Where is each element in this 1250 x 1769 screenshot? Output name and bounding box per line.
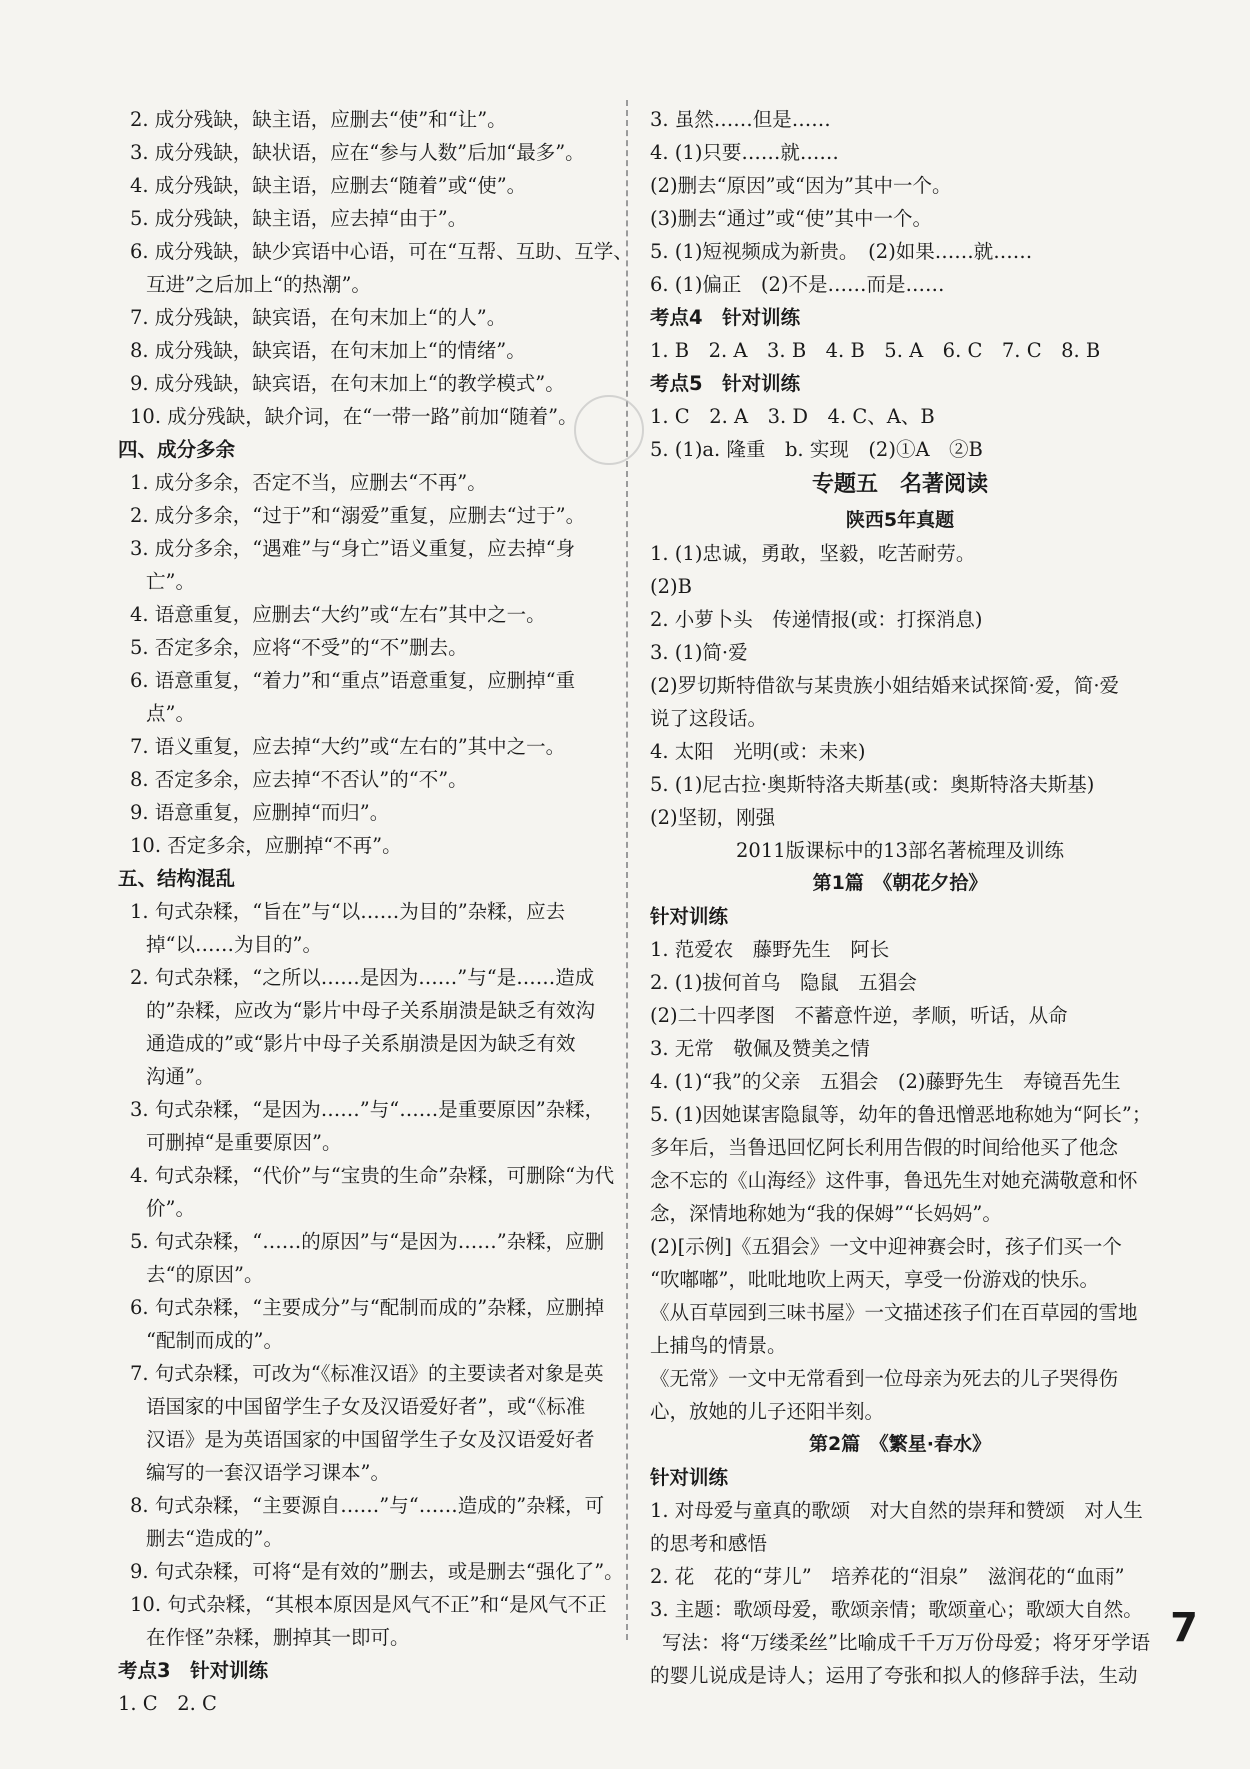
text-line: 3. 虽然……但是…… [650,108,831,131]
text-line: “配制而成的”。 [146,1329,283,1352]
text-line: 5. 成分残缺，缺主语，应去掉“由于”。 [130,207,468,230]
text-line: 念，深情地称她为“我的保姆”“长妈妈”。 [650,1202,1002,1225]
column-divider [626,100,628,1640]
page-number: 7 [1170,1605,1198,1651]
text-line: 3. 句式杂糅，“是因为……”与“……是重要原因”杂糅， [130,1098,605,1121]
text-line: (3)删去“通过”或“使”其中一个。 [650,207,932,230]
text-line: 1. (1)忠诚，勇敢，坚毅，吃苦耐劳。 [650,542,976,565]
text-line: (2)坚韧，刚强 [650,806,776,829]
text-line: 通造成的”或“影片中母子关系崩溃是因为缺乏有效 [146,1032,576,1055]
text-line: 2011版课标中的13部名著梳理及训练 [736,839,1064,862]
section-heading: 四、成分多余 [118,438,236,461]
text-line: (2)[示例]《五猖会》一文中迎神赛会时，孩子们买一个 [650,1235,1122,1258]
text-line: 心，放她的儿子还阳半刻。 [650,1400,885,1423]
text-line: 1. 句式杂糅，“旨在”与“以……为目的”杂糅，应去 [130,900,566,923]
text-line: 4. 太阳 光明(或：未来) [650,740,866,763]
text-line: 点”。 [146,702,195,725]
text-line: 5. 否定多余，应将“不受”的“不”删去。 [130,636,468,659]
text-line: 7. 句式杂糅，可改为“《标准汉语》的主要读者对象是英 [130,1362,604,1385]
text-line: “吹嘟嘟”，吡吡地吹上两天，享受一份游戏的快乐。 [650,1268,1099,1291]
section-heading: 针对训练 [650,1466,729,1489]
section-heading: 五、结构混乱 [118,867,236,890]
text-line: 1. C 2. C [118,1692,217,1715]
section-heading: 考点3 针对训练 [118,1659,269,1682]
text-line: 去“的原因”。 [146,1263,264,1286]
text-line: 4. 成分残缺，缺主语，应删去“随着”或“使”。 [130,174,527,197]
text-line: 2. 小萝卜头 传递情报(或：打探消息) [650,608,983,631]
text-line: 10. 否定多余，应删掉“不再”。 [130,834,402,857]
text-line: 的”杂糅，应改为“影片中母子关系崩溃是缺乏有效沟 [146,999,595,1022]
text-line: 《从百草园到三味书屋》一文描述孩子们在百草园的雪地 [650,1301,1138,1324]
text-line: 7. 成分残缺，缺宾语，在句末加上“的人”。 [130,306,507,329]
section-heading: 针对训练 [650,905,729,928]
text-line: 2. (1)拔何首乌 隐鼠 五猖会 [650,971,917,994]
text-line: (2)删去“原因”或“因为”其中一个。 [650,174,952,197]
text-line: 3. 无常 敬佩及赞美之情 [650,1037,870,1060]
text-line: 多年后，当鲁迅回忆阿长利用告假的时间给他买了他念 [650,1136,1119,1159]
text-line: 5. (1)a. 隆重 b. 实现 (2)①A ②B [650,438,983,461]
text-line: 2. 成分残缺，缺主语，应删去“使”和“让”。 [130,108,507,131]
text-line: 6. 句式杂糅，“主要成分”与“配制而成的”杂糅，应删掉 [130,1296,605,1319]
text-line: 1. 对母爱与童真的歌颂 对大自然的崇拜和赞颂 对人生 [650,1499,1143,1522]
text-line: 3. 成分残缺，缺状语，应在“参与人数”后加“最多”。 [130,141,585,164]
text-line: 在作怪”杂糅，删掉其一即可。 [146,1626,410,1649]
text-line: 写法：将“万缕柔丝”比喻成千千万万份母爱；将牙牙学语 [662,1631,1150,1654]
text-line: 8. 成分残缺，缺宾语，在句末加上“的情绪”。 [130,339,526,362]
text-line: (2)罗切斯特借欲与某贵族小姐结婚来试探简·爱，简·爱 [650,674,1120,697]
text-line: 3. (1)简·爱 [650,641,748,664]
text-line: 删去“造成的”。 [146,1527,283,1550]
text-line: 6. 成分残缺，缺少宾语中心语，可在“互帮、互助、互学、 [130,240,633,263]
text-line: 8. 句式杂糅，“主要源自……”与“……造成的”杂糅，可 [130,1494,605,1517]
text-line: 9. 成分残缺，缺宾语，在句末加上“的教学模式”。 [130,372,565,395]
text-line: 9. 语意重复，应删掉“而归”。 [130,801,390,824]
text-line: 7. 语义重复，应去掉“大约”或“左右的”其中之一。 [130,735,566,758]
text-line: 6. 语意重复，“着力”和“重点”语意重复，应删掉“重 [130,669,576,692]
section-heading: 第2篇 《繁星·春水》 [809,1433,991,1455]
text-line: (2)B [650,575,692,598]
text-line: 3. 主题：歌颂母爱，歌颂亲情；歌颂童心；歌颂大自然。 [650,1598,1143,1621]
text-line: 语国家的中国留学生子女及汉语爱好者”，或“《标准 [146,1395,586,1418]
text-line: 8. 否定多余，应去掉“不否认”的“不”。 [130,768,468,791]
section-heading: 第1篇 《朝花夕拾》 [812,872,988,894]
text-line: 1. 成分多余，否定不当，应删去“不再”。 [130,471,487,494]
text-line: 上捕鸟的情景。 [650,1334,787,1357]
text-line: 2. 成分多余，“过于”和“溺爱”重复，应删去“过于”。 [130,504,586,527]
text-line: 互进”之后加上“的热潮”。 [146,273,371,296]
text-line: 可删掉“是重要原因”。 [146,1131,342,1154]
text-line: 汉语》是为英语国家的中国留学生子女及汉语爱好者 [146,1428,595,1451]
text-line: 念不忘的《山海经》这件事，鲁迅先生对她充满敬意和怀 [650,1169,1138,1192]
section-heading: 陕西5年真题 [845,509,955,531]
text-line: 1. C 2. A 3. D 4. C、A、B [650,405,935,428]
text-line: 1. 范爱农 藤野先生 阿长 [650,938,890,961]
text-line: 2. 花 花的“芽儿” 培养花的“泪泉” 滋润花的“血雨” [650,1565,1125,1588]
text-line: 掉“以……为目的”。 [146,933,322,956]
text-line: 的婴儿说成是诗人；运用了夸张和拟人的修辞手法，生动 [650,1664,1138,1687]
text-line: 3. 成分多余，“遇难”与“身亡”语义重复，应去掉“身 [130,537,576,560]
text-line: 《无常》一文中无常看到一位母亲为死去的儿子哭得伤 [650,1367,1119,1390]
text-line: 10. 成分残缺，缺介词，在“一带一路”前加“随着”。 [130,405,578,428]
text-line: 2. 句式杂糅，“之所以……是因为……”与“是……造成 [130,966,595,989]
text-line: 1. B 2. A 3. B 4. B 5. A 6. C 7. C 8. B [650,339,1101,362]
text-line: 编写的一套汉语学习课本”。 [146,1461,390,1484]
section-heading: 考点5 针对训练 [650,372,801,395]
text-line: 的思考和感悟 [650,1532,768,1555]
text-line: 价”。 [146,1197,195,1220]
text-line: 4. (1)只要……就…… [650,141,839,164]
text-line: 5. (1)尼古拉·奥斯特洛夫斯基(或：奥斯特洛夫斯基) [650,773,1095,796]
text-line: 5. (1)因她谋害隐鼠等，幼年的鲁迅憎恶地称她为“阿长”； [650,1103,1152,1126]
text-line: 5. (1)短视频成为新贵。 (2)如果……就…… [650,240,1033,263]
right-column [650,103,1150,1692]
text-line: 4. (1)“我”的父亲 五猖会 (2)藤野先生 寿镜吾先生 [650,1070,1121,1093]
section-heading: 考点4 针对训练 [650,306,801,329]
text-line: 10. 句式杂糅，“其根本原因是风气不正”和“是风气不正 [130,1593,607,1616]
text-line: 沟通”。 [146,1065,215,1088]
text-line: 说了这段话。 [650,707,768,730]
text-line: 5. 句式杂糅，“……的原因”与“是因为……”杂糅，应删 [130,1230,605,1253]
text-line: 4. 语意重复，应删去“大约”或“左右”其中之一。 [130,603,546,626]
text-line: 9. 句式杂糅，可将“是有效的”删去，或是删去“强化了”。 [130,1560,624,1583]
section-heading: 专题五 名著阅读 [811,472,988,497]
text-line: 4. 句式杂糅，“代价”与“宝贵的生命”杂糅，可删除“为代 [130,1164,615,1187]
text-line: (2)二十四孝图 不蓄意忤逆，孝顺，听话，从命 [650,1004,1068,1027]
left-column [118,103,633,1720]
text-line: 6. (1)偏正 (2)不是……而是…… [650,273,945,296]
stamp-icon [574,395,644,465]
text-line: 亡”。 [146,570,195,593]
